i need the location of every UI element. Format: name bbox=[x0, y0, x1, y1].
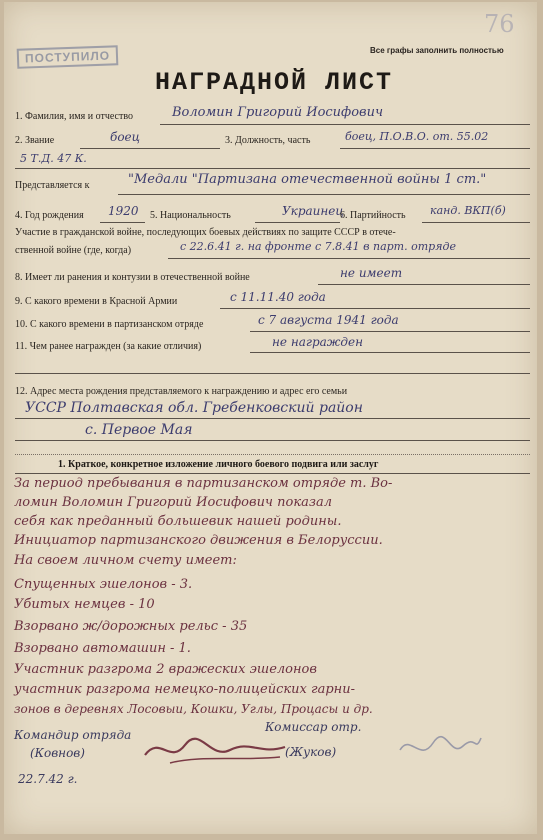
narrative-line-12: зонов в деревнях Лосовыи, Кошки, Углы, Процасы и др. bbox=[14, 702, 373, 716]
field-11-line bbox=[250, 352, 530, 353]
field-9-line bbox=[220, 308, 530, 309]
field-6-value: канд. ВКП(б) bbox=[430, 204, 506, 217]
commander-label: Командир отряда bbox=[14, 728, 132, 742]
received-stamp: ПОСТУПИЛО bbox=[17, 45, 119, 69]
nominated-for-line bbox=[118, 194, 530, 195]
field-8-label: 8. Имеет ли ранения и контузии в отечественной войне bbox=[15, 272, 250, 283]
field-5-label: 5. Национальность bbox=[150, 210, 231, 221]
narrative-line-2: ломин Воломин Григорий Иосифович показал bbox=[14, 495, 332, 510]
field-1-value: Воломин Григорий Иосифович bbox=[172, 105, 384, 120]
field-7-label-b: ственной войне (где, когда) bbox=[15, 245, 132, 256]
field-7-line bbox=[168, 258, 530, 259]
field-2-label: 2. Звание bbox=[15, 135, 55, 146]
nominated-for-label: Представляется к bbox=[15, 180, 90, 191]
field-2-value: боец bbox=[110, 130, 141, 144]
field-10-value: с 7 августа 1941 года bbox=[258, 313, 399, 327]
archive-number: 76 bbox=[484, 10, 515, 38]
commander-name: (Ковнов) bbox=[30, 746, 85, 760]
narrative-line-10: Участник разгрома 2 вражеских эшелонов bbox=[14, 662, 317, 677]
field-12-label: 12. Адрес места рождения представляемого к награждению и адрес его семьи bbox=[15, 386, 348, 397]
document-date: 22.7.42 г. bbox=[18, 772, 78, 786]
section-divider bbox=[15, 454, 530, 455]
field-3-line bbox=[340, 148, 530, 149]
field-4-label: 4. Год рождения bbox=[15, 210, 84, 221]
field-3-value: боец, П.О.В.О. от. 55.02 bbox=[345, 130, 489, 143]
section-line bbox=[15, 473, 530, 474]
commissar-signature bbox=[395, 728, 485, 768]
field-10-label: 10. С какого времени в партизанском отряде bbox=[15, 319, 204, 330]
narrative-line-5: На своем личном счету имеет: bbox=[14, 553, 237, 568]
narrative-line-1: За период пребывания в партизанском отряде т. Во- bbox=[14, 476, 393, 491]
narrative-line-3: себя как преданный большевик нашей родины. bbox=[14, 514, 342, 529]
field-5-line bbox=[255, 222, 340, 223]
field-10-line bbox=[250, 331, 530, 332]
field-9-label: 9. С какого времени в Красной Армии bbox=[15, 296, 178, 307]
field-12-line-b bbox=[15, 440, 530, 441]
section-title: 1. Краткое, конкретное изложение личного боевого подвига или заслуг bbox=[58, 459, 379, 470]
field-7-label-a: Участие в гражданской войне, последующих боевых действиях по защите СССР в отече- bbox=[15, 227, 396, 238]
field-1-label: 1. Фамилия, имя и отчество bbox=[15, 111, 134, 122]
narrative-line-4: Инициатор партизанского движения в Белоруссии. bbox=[14, 533, 383, 548]
field-3-label: 3. Должность, часть bbox=[225, 135, 311, 146]
commissar-label: Комиссар отр. bbox=[265, 720, 362, 734]
field-4-value: 1920 bbox=[108, 204, 139, 218]
field-4-line bbox=[100, 222, 145, 223]
header-note: Все графы заполнить полностью bbox=[370, 46, 504, 55]
commissar-name: (Жуков) bbox=[285, 745, 337, 759]
field-11-label: 11. Чем ранее награжден (за какие отличия) bbox=[15, 341, 202, 352]
narrative-line-6: Спущенных эшелонов - 3. bbox=[14, 577, 193, 592]
field-2-line bbox=[80, 148, 220, 149]
nominated-for-value: "Медали "Партизана отечественной войны 1 ст." bbox=[128, 172, 487, 187]
narrative-line-11: участник разгрома немецко-полицейских гарни- bbox=[14, 682, 355, 697]
page-title: НАГРАДНОЙ ЛИСТ bbox=[155, 68, 394, 97]
blank-line bbox=[15, 373, 530, 374]
field-12-value-b: с. Первое Мая bbox=[85, 422, 193, 438]
field-5-value: Украинец bbox=[282, 204, 344, 218]
field-8-value: не имеет bbox=[340, 266, 403, 280]
field-8-line bbox=[318, 284, 530, 285]
narrative-line-8: Взорвано ж/дорожных рельс - 35 bbox=[14, 619, 248, 634]
field-9-value: с 11.11.40 года bbox=[230, 290, 326, 304]
narrative-line-9: Взорвано автомашин - 1. bbox=[14, 641, 191, 656]
field-12-value-a: УССР Полтавская обл. Гребенковский район bbox=[25, 400, 363, 416]
field-6-label: 6. Партийность bbox=[340, 210, 406, 221]
field-11-value: не награжден bbox=[272, 335, 364, 349]
field-7-value: с 22.6.41 г. на фронте с 7.8.41 в парт. отряде bbox=[180, 240, 456, 253]
narrative-line-7: Убитых немцев - 10 bbox=[14, 597, 155, 612]
field-6-line bbox=[422, 222, 530, 223]
field-3-cont-line bbox=[15, 168, 530, 169]
field-1-line bbox=[160, 124, 530, 125]
field-12-line-a bbox=[15, 418, 530, 419]
field-3-continuation: 5 Т.Д. 47 К. bbox=[20, 152, 87, 165]
